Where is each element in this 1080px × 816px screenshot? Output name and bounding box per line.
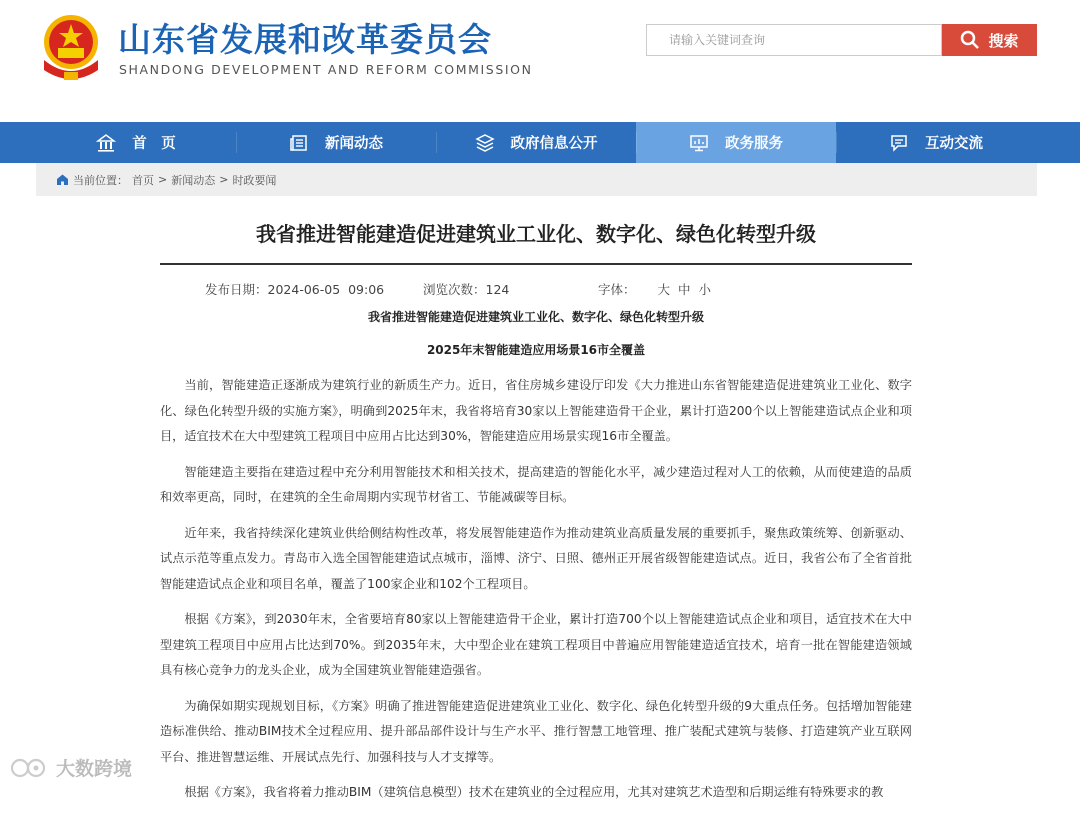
watermark [10, 754, 132, 781]
breadcrumb-separator: > [219, 173, 229, 186]
views-label: 浏览次数： [423, 282, 486, 297]
font-medium-button[interactable]: 中 [677, 282, 691, 297]
site-title: 山东省发展和改革委员会 [118, 20, 492, 59]
monitor-icon [689, 133, 709, 153]
main-nav [0, 122, 1080, 163]
nav-item-news[interactable] [236, 122, 436, 163]
paragraph: 根据《方案》，到2030年末，全省要培育80家以上智能建造骨干企业，累计打造700个以上智能建造试点企业和项目，适宜技术在大中型建筑工程项目中应用占比达到70%。到2035年末，大中型企业在建筑工程项目中普遍应用智能建造适宜技术，培育一批在智能建造领域具有核心竞争力的龙头企业，成为全国建筑业智能建造强省。 [160, 612, 912, 677]
paragraph: 为确保如期实现规划目标，《方案》明确了推进智能建造促进建筑业工业化、数字化、绿色化转型升级的9大重点任务。包括增加智能建造标准供给、推动BIM技术全过程应用、提升部品部件设计与生产水平、推行智慧工地管理、推广装配式建筑与装修、打造建筑产业互联网平台、推进智慧运维、开展试点先行、加强科技与人才支撑等。 [160, 698, 912, 764]
chat-icon [889, 133, 909, 153]
font-large-button[interactable]: 大 [657, 282, 670, 297]
breadcrumb-separator: > [158, 173, 168, 186]
views-value: 124 [485, 282, 510, 297]
nav-item-label: 政务服务 [725, 136, 783, 152]
publish-label: 发布日期： [205, 282, 268, 297]
home-icon [96, 133, 116, 153]
search-icon [960, 30, 980, 50]
news-icon [289, 133, 309, 153]
publish-date [205, 280, 384, 298]
breadcrumb-current[interactable]: 时政要闻 [232, 173, 277, 187]
breadcrumb-news[interactable]: 新闻动态 [171, 173, 216, 187]
view-count [423, 280, 509, 298]
search-input[interactable]: 请输入关键词查询 [646, 24, 942, 56]
nav-item-label: 首 页 [132, 136, 176, 152]
paragraph: 近年来，我省持续深化建筑业供给侧结构性改革，将发展智能建造作为推动建筑业高质量发展的重要抓手，聚焦政策统筹、创新驱动、试点示范等重点发力。青岛市入选全国智能建造试点城市，淄博、济宁、日照、德州正开展省级智能建造试点。近日，我省公布了全省首批智能建造试点企业和项目名单，覆盖了100家企业和102个工程项目。 [160, 525, 912, 591]
nav-item-home[interactable] [36, 122, 236, 163]
font-small-button[interactable]: 小 [698, 282, 711, 297]
title-divider [160, 263, 912, 265]
paragraph: 当前，智能建造正逐渐成为建筑行业的新质生产力。近日，省住房城乡建设厅印发《大力推进山东省智能建造促进建筑业工业化、数字化、绿色化转型升级的实施方案》，明确到2025年末，我省将培育30家以上智能建造骨干企业，累计打造200个以上智能建造试点企业和项目，适宜技术在大中型建筑工程项目中应用占比达到30%，智能建造应用场景实现16市全覆盖。 [160, 378, 912, 443]
nav-item-interaction[interactable] [836, 122, 1036, 163]
nav-item-label: 新闻动态 [325, 136, 383, 152]
article-body [160, 373, 912, 816]
nav-item-label: 互动交流 [925, 136, 983, 152]
paragraph: 根据《方案》，我省将着力推动BIM（建筑信息模型）技术在建筑业的全过程应用，尤其对建筑艺术造型和后期运维有特殊要求的教 [184, 785, 884, 799]
home-icon [56, 173, 69, 186]
breadcrumb-prefix: 当前位置： [73, 173, 128, 187]
nav-item-label: 政府信息公开 [510, 136, 598, 152]
publish-value: 2024-06-05 09:06 [267, 282, 385, 297]
nav-item-gov-service[interactable] [636, 122, 836, 163]
paragraph: 智能建造主要指在建造过程中充分利用智能技术和相关技术，提高建造的智能化水平，减少建造过程对人工的依赖，从而使建造的品质和效率更高，同时，在建筑的全生命周期内实现节材省工、节能减碳等目标。 [160, 464, 912, 504]
layers-icon [475, 133, 495, 153]
article-subhead-2: 2025年末智能建造应用场景16市全覆盖 [426, 343, 646, 357]
breadcrumb-home[interactable]: 首页 [132, 173, 154, 187]
search-button[interactable] [942, 24, 1037, 56]
site-header [0, 0, 1080, 122]
site-subtitle: SHANDONG DEVELOPMENT AND REFORM COMMISSION [119, 62, 533, 77]
breadcrumb [36, 163, 1037, 196]
watermark-logo-icon [10, 756, 50, 780]
search-button-label: 搜索 [988, 31, 1019, 50]
watermark-text: 大数跨境 [56, 758, 133, 780]
nav-item-gov-info[interactable] [436, 122, 636, 163]
article-subhead-1: 我省推进智能建造促进建筑业工业化、数字化、绿色化转型升级 [367, 310, 704, 324]
national-emblem-icon [38, 12, 104, 82]
article-title: 我省推进智能建造促进建筑业工业化、数字化、绿色化转型升级 [256, 222, 816, 246]
font-label: 字体： [598, 282, 636, 297]
font-size-switcher [598, 280, 713, 298]
